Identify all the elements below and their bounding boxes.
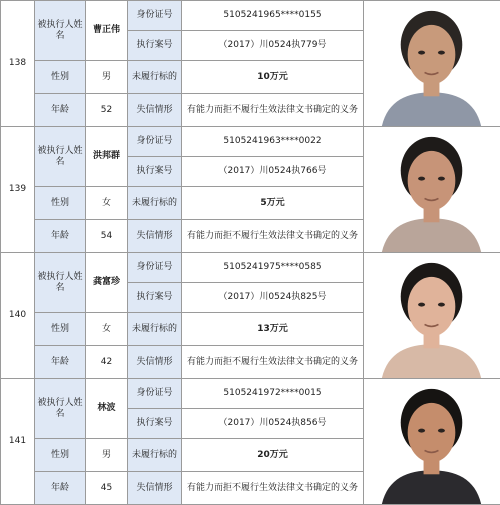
case-number: （2017）川0524执856号 bbox=[182, 409, 364, 439]
portrait-image bbox=[364, 127, 500, 252]
portrait-image bbox=[364, 253, 500, 378]
portrait-right-eye bbox=[438, 429, 445, 433]
id-number: 5105241965****0155 bbox=[182, 1, 364, 31]
portrait-left-eye bbox=[418, 177, 425, 181]
record-number: 140 bbox=[1, 253, 35, 379]
age-value: 54 bbox=[86, 220, 128, 253]
gender-label: 性别 bbox=[35, 313, 86, 346]
id-number: 5105241975****0585 bbox=[182, 253, 364, 283]
situation-text: 有能力而拒不履行生效法律文书确定的义务 bbox=[182, 346, 364, 379]
case-number: （2017）川0524执825号 bbox=[182, 283, 364, 313]
portrait-face bbox=[408, 277, 456, 337]
gender-label: 性别 bbox=[35, 439, 86, 472]
person-name: 曹正伟 bbox=[86, 1, 128, 61]
record-row-name bbox=[1, 1, 500, 31]
case-label: 执行案号 bbox=[128, 31, 182, 61]
case-number: （2017）川0524执766号 bbox=[182, 157, 364, 187]
person-name: 龚富珍 bbox=[86, 253, 128, 313]
portrait-face bbox=[408, 403, 456, 463]
portrait-photo bbox=[364, 127, 500, 253]
portrait-left-eye bbox=[418, 303, 425, 307]
unpaid-amount: 10万元 bbox=[182, 61, 364, 94]
portrait-left-eye bbox=[418, 51, 425, 55]
situation-label: 失信情形 bbox=[128, 220, 182, 253]
gender-value: 男 bbox=[86, 61, 128, 94]
age-value: 42 bbox=[86, 346, 128, 379]
record-row-name bbox=[1, 253, 500, 283]
portrait-right-eye bbox=[438, 51, 445, 55]
portrait-photo bbox=[364, 253, 500, 379]
situation-label: 失信情形 bbox=[128, 472, 182, 505]
portrait-photo bbox=[364, 1, 500, 127]
case-number: （2017）川0524执779号 bbox=[182, 31, 364, 61]
name-label: 被执行人姓名 bbox=[35, 253, 86, 313]
portrait-image bbox=[364, 1, 500, 126]
situation-text: 有能力而拒不履行生效法律文书确定的义务 bbox=[182, 472, 364, 505]
gender-value: 女 bbox=[86, 187, 128, 220]
unpaid-label: 未履行标的 bbox=[128, 187, 182, 220]
name-label: 被执行人姓名 bbox=[35, 1, 86, 61]
gender-value: 男 bbox=[86, 439, 128, 472]
age-value: 45 bbox=[86, 472, 128, 505]
name-label: 被执行人姓名 bbox=[35, 379, 86, 439]
id-label: 身份证号 bbox=[128, 1, 182, 31]
portrait-face bbox=[408, 25, 456, 85]
portrait-right-eye bbox=[438, 303, 445, 307]
id-label: 身份证号 bbox=[128, 379, 182, 409]
portrait-right-eye bbox=[438, 177, 445, 181]
case-label: 执行案号 bbox=[128, 283, 182, 313]
situation-label: 失信情形 bbox=[128, 346, 182, 379]
case-label: 执行案号 bbox=[128, 409, 182, 439]
gender-value: 女 bbox=[86, 313, 128, 346]
case-label: 执行案号 bbox=[128, 157, 182, 187]
person-name: 林波 bbox=[86, 379, 128, 439]
age-label: 年龄 bbox=[35, 94, 86, 127]
unpaid-amount: 20万元 bbox=[182, 439, 364, 472]
record-number: 141 bbox=[1, 379, 35, 505]
age-label: 年龄 bbox=[35, 220, 86, 253]
situation-text: 有能力而拒不履行生效法律文书确定的义务 bbox=[182, 94, 364, 127]
name-label: 被执行人姓名 bbox=[35, 127, 86, 187]
gender-label: 性别 bbox=[35, 187, 86, 220]
record-row-name bbox=[1, 379, 500, 409]
id-label: 身份证号 bbox=[128, 127, 182, 157]
id-label: 身份证号 bbox=[128, 253, 182, 283]
record-number: 139 bbox=[1, 127, 35, 253]
unpaid-label: 未履行标的 bbox=[128, 313, 182, 346]
age-label: 年龄 bbox=[35, 472, 86, 505]
unpaid-label: 未履行标的 bbox=[128, 439, 182, 472]
portrait-photo bbox=[364, 379, 500, 505]
unpaid-amount: 5万元 bbox=[182, 187, 364, 220]
unpaid-amount: 13万元 bbox=[182, 313, 364, 346]
record-number: 138 bbox=[1, 1, 35, 127]
age-label: 年龄 bbox=[35, 346, 86, 379]
age-value: 52 bbox=[86, 94, 128, 127]
portrait-face bbox=[408, 151, 456, 211]
portrait-image bbox=[364, 379, 500, 504]
situation-label: 失信情形 bbox=[128, 94, 182, 127]
situation-text: 有能力而拒不履行生效法律文书确定的义务 bbox=[182, 220, 364, 253]
gender-label: 性别 bbox=[35, 61, 86, 94]
person-name: 洪邦群 bbox=[86, 127, 128, 187]
portrait-left-eye bbox=[418, 429, 425, 433]
record-row-name bbox=[1, 127, 500, 157]
id-number: 5105241972****0015 bbox=[182, 379, 364, 409]
id-number: 5105241963****0022 bbox=[182, 127, 364, 157]
unpaid-label: 未履行标的 bbox=[128, 61, 182, 94]
